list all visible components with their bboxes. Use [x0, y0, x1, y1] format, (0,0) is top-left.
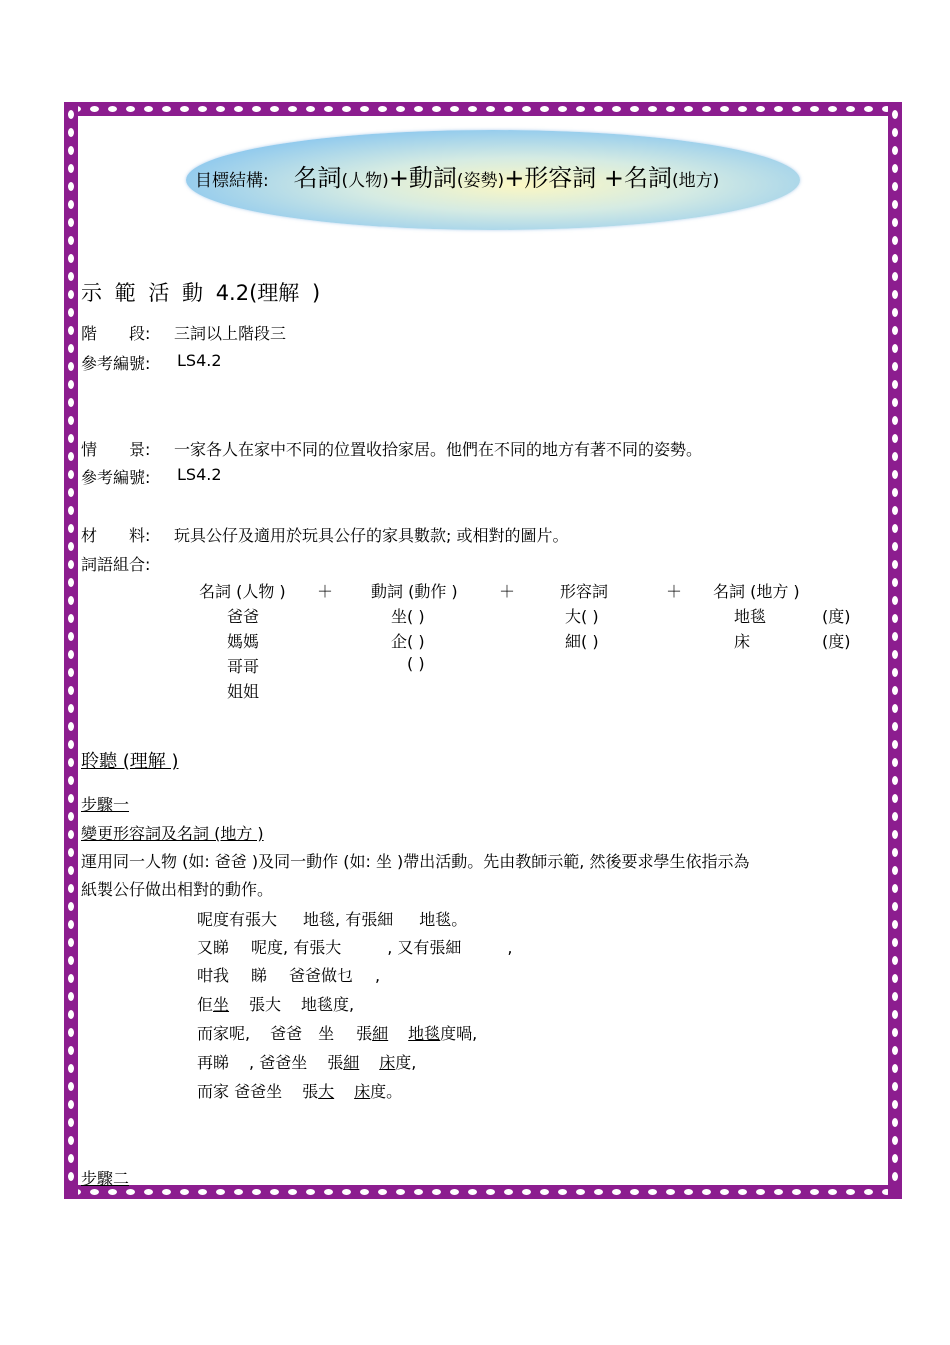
- step1-title: 步驟一: [81, 795, 130, 814]
- border-dot: [666, 106, 675, 112]
- border-dot: [68, 470, 74, 479]
- border-dot: [68, 506, 74, 515]
- border-dot: [892, 776, 898, 785]
- border-dot: [558, 1189, 567, 1195]
- border-dot: [864, 1189, 873, 1195]
- border-dot: [504, 106, 513, 112]
- border-dot: [892, 614, 898, 623]
- border-dot: [68, 416, 74, 425]
- banner-part: (地方): [672, 171, 720, 191]
- border-dot: [68, 920, 74, 929]
- border-dot: [892, 1046, 898, 1055]
- ref-value: LS4.2: [177, 351, 222, 370]
- border-dot: [108, 1189, 117, 1195]
- border-dot: [288, 1189, 297, 1195]
- border-dot: [892, 1064, 898, 1073]
- border-dot: [450, 106, 459, 112]
- border-right: [888, 102, 902, 1199]
- border-dot: [892, 452, 898, 461]
- combo-adjective: 大( ): [565, 607, 599, 626]
- ref-label: 參考編號:: [81, 354, 151, 373]
- step1-description: 運用同一人物 (如: 爸爸 )及同一動作 (如: 坐 )帶出活動。先由教師示範, 然後要求學生依指示為: [81, 852, 750, 871]
- border-dot: [68, 128, 74, 137]
- border-dot: [892, 938, 898, 947]
- border-dot: [216, 1189, 225, 1195]
- border-dot: [90, 1189, 99, 1195]
- border-dot: [68, 1064, 74, 1073]
- border-dot: [892, 884, 898, 893]
- border-dot: [68, 560, 74, 569]
- banner-part: +動詞: [388, 164, 457, 192]
- border-dot: [126, 106, 135, 112]
- border-dot: [576, 106, 585, 112]
- border-dot: [68, 1154, 74, 1163]
- border-dot: [540, 1189, 549, 1195]
- border-dot: [234, 1189, 243, 1195]
- border-dot: [756, 106, 765, 112]
- border-dot: [68, 722, 74, 731]
- scenario-value: 一家各人在家中不同的位置收拾家居。他們在不同的地方有著不同的姿勢。: [174, 440, 703, 459]
- border-dot: [892, 1118, 898, 1127]
- border-dot: [630, 1189, 639, 1195]
- combo-header: 名詞 (地方 ): [713, 582, 800, 601]
- border-dot: [68, 164, 74, 173]
- border-dot: [892, 848, 898, 857]
- border-dot: [892, 704, 898, 713]
- border-dot: [684, 106, 693, 112]
- border-top: [64, 102, 902, 116]
- border-dot: [198, 1189, 207, 1195]
- combo-plus: ＋: [317, 582, 334, 601]
- border-dot: [68, 524, 74, 533]
- border-left: [64, 102, 78, 1199]
- activity-title: 示 範 活 動 4.2(理解 ): [81, 281, 321, 305]
- section-title: 聆聽 (理解 ): [81, 751, 179, 772]
- border-dot: [68, 452, 74, 461]
- border-dot: [252, 1189, 261, 1195]
- border-dot: [342, 106, 351, 112]
- border-dot: [720, 1189, 729, 1195]
- border-dot: [892, 236, 898, 245]
- border-dot: [648, 106, 657, 112]
- border-dot: [450, 1189, 459, 1195]
- border-dot: [630, 106, 639, 112]
- combo-place: 地毯: [734, 607, 767, 626]
- border-dot: [468, 106, 477, 112]
- border-dot: [198, 106, 207, 112]
- border-dot: [414, 106, 423, 112]
- border-dot: [68, 812, 74, 821]
- border-dot: [68, 956, 74, 965]
- border-dot: [892, 974, 898, 983]
- border-dot: [892, 488, 898, 497]
- border-dot: [892, 416, 898, 425]
- border-dot: [144, 1189, 153, 1195]
- border-dot: [234, 106, 243, 112]
- ref-value: LS4.2: [177, 465, 222, 484]
- border-dot: [648, 1189, 657, 1195]
- border-dot: [68, 1136, 74, 1145]
- border-dot: [892, 1172, 898, 1181]
- border-dot: [144, 106, 153, 112]
- border-dot: [162, 106, 171, 112]
- border-dot: [306, 1189, 315, 1195]
- banner-part: (姿勢): [456, 171, 505, 191]
- border-dot: [68, 1028, 74, 1037]
- border-dot: [540, 106, 549, 112]
- script-line: 而家 爸爸坐 張大 床度。: [197, 1082, 403, 1101]
- border-dot: [892, 902, 898, 911]
- border-dot: [892, 272, 898, 281]
- border-dot: [522, 1189, 531, 1195]
- border-dot: [892, 218, 898, 227]
- border-dot: [892, 164, 898, 173]
- border-dot: [892, 434, 898, 443]
- border-dot: [126, 1189, 135, 1195]
- border-dot: [68, 308, 74, 317]
- border-dot: [594, 106, 603, 112]
- combo-person: 哥哥: [227, 657, 260, 676]
- border-dot: [892, 866, 898, 875]
- border-dot: [270, 106, 279, 112]
- border-dot: [68, 704, 74, 713]
- step1-subtitle: 變更形容詞及名詞 (地方 ): [81, 824, 264, 843]
- border-dot: [324, 106, 333, 112]
- border-dot: [68, 830, 74, 839]
- combo-person: 姐姐: [227, 682, 260, 701]
- border-dot: [378, 1189, 387, 1195]
- border-dot: [68, 182, 74, 191]
- border-dot: [68, 866, 74, 875]
- border-dot: [68, 200, 74, 209]
- border-dot: [162, 1189, 171, 1195]
- script-line: 咁我 睇 爸爸做乜 ,: [197, 966, 381, 985]
- border-dot: [792, 1189, 801, 1195]
- border-dot: [720, 106, 729, 112]
- scenario-label: 情 景:: [81, 440, 151, 459]
- border-dot: [68, 1082, 74, 1091]
- border-dot: [68, 740, 74, 749]
- border-dot: [892, 1010, 898, 1019]
- border-dot: [68, 434, 74, 443]
- border-dot: [892, 128, 898, 137]
- border-dot: [892, 398, 898, 407]
- border-dot: [68, 218, 74, 227]
- border-dot: [68, 938, 74, 947]
- border-dot: [68, 1118, 74, 1127]
- combo-place-suffix: (度): [822, 632, 851, 651]
- banner-part: 名詞: [293, 164, 342, 192]
- border-dot: [68, 1010, 74, 1019]
- border-dot: [892, 1082, 898, 1091]
- border-dot: [892, 722, 898, 731]
- border-dot: [68, 776, 74, 785]
- border-dot: [68, 344, 74, 353]
- border-bottom: [64, 1185, 902, 1199]
- combo-place: 床: [734, 632, 751, 651]
- border-dot: [892, 308, 898, 317]
- border-dot: [68, 632, 74, 641]
- combo-place-suffix: (度): [822, 607, 851, 626]
- border-dot: [68, 290, 74, 299]
- border-dot: [892, 1154, 898, 1163]
- border-dot: [594, 1189, 603, 1195]
- materials-value: 玩具公仔及適用於玩具公仔的家具數款; 或相對的圖片。: [174, 526, 569, 545]
- border-dot: [576, 1189, 585, 1195]
- border-dot: [504, 1189, 513, 1195]
- border-dot: [774, 106, 783, 112]
- border-dot: [68, 542, 74, 551]
- combo-adjective: 細( ): [565, 632, 599, 651]
- border-dot: [68, 848, 74, 857]
- border-dot: [892, 758, 898, 767]
- border-dot: [702, 1189, 711, 1195]
- border-dot: [892, 686, 898, 695]
- border-dot: [216, 106, 225, 112]
- border-dot: [892, 992, 898, 1001]
- border-dot: [892, 470, 898, 479]
- border-dot: [892, 506, 898, 515]
- border-dot: [558, 106, 567, 112]
- border-dot: [486, 1189, 495, 1195]
- border-dot: [892, 920, 898, 929]
- border-dot: [68, 380, 74, 389]
- combo-plus: ＋: [666, 582, 683, 601]
- border-dot: [68, 902, 74, 911]
- border-dot: [864, 106, 873, 112]
- border-dot: [324, 1189, 333, 1195]
- border-dot: [68, 974, 74, 983]
- banner-part: +形容詞 +名詞: [504, 164, 673, 192]
- border-dot: [68, 1100, 74, 1109]
- border-dot: [468, 1189, 477, 1195]
- step2-title: 步驟二: [81, 1169, 130, 1188]
- border-dot: [892, 560, 898, 569]
- border-dot: [738, 106, 747, 112]
- border-dot: [892, 740, 898, 749]
- script-line: 佢坐 張大 地毯度,: [197, 995, 355, 1014]
- border-dot: [270, 1189, 279, 1195]
- border-dot: [892, 1136, 898, 1145]
- ref-label: 參考編號:: [81, 468, 151, 487]
- border-dot: [892, 362, 898, 371]
- combo-person: 媽媽: [227, 632, 260, 651]
- script-line: 呢度有張大 地毯, 有張細 地毯。: [197, 910, 468, 929]
- border-dot: [892, 650, 898, 659]
- border-dot: [90, 106, 99, 112]
- border-dot: [68, 236, 74, 245]
- border-dot: [522, 106, 531, 112]
- border-dot: [378, 106, 387, 112]
- border-dot: [68, 992, 74, 1001]
- border-dot: [612, 106, 621, 112]
- border-dot: [396, 1189, 405, 1195]
- border-dot: [68, 1046, 74, 1055]
- border-dot: [68, 362, 74, 371]
- border-dot: [892, 200, 898, 209]
- border-dot: [360, 1189, 369, 1195]
- border-dot: [892, 1028, 898, 1037]
- border-dot: [252, 106, 261, 112]
- border-dot: [792, 106, 801, 112]
- border-dot: [68, 110, 74, 119]
- script-line: 而家呢, 爸爸 坐 張細 地毯度喎,: [197, 1024, 478, 1043]
- border-dot: [892, 632, 898, 641]
- border-dot: [774, 1189, 783, 1195]
- combo-plus: ＋: [499, 582, 516, 601]
- border-dot: [68, 884, 74, 893]
- border-dot: [892, 668, 898, 677]
- border-dot: [306, 106, 315, 112]
- border-dot: [68, 668, 74, 677]
- border-dot: [892, 524, 898, 533]
- border-dot: [810, 1189, 819, 1195]
- stage-value: 三詞以上階段三: [174, 324, 287, 343]
- target-structure-text: [195, 158, 719, 193]
- step1-description: 紙製公仔做出相對的動作。: [81, 880, 274, 899]
- border-dot: [432, 1189, 441, 1195]
- border-dot: [68, 1172, 74, 1181]
- border-dot: [892, 254, 898, 263]
- border-dot: [892, 596, 898, 605]
- border-dot: [892, 146, 898, 155]
- border-dot: [892, 794, 898, 803]
- border-dot: [612, 1189, 621, 1195]
- border-dot: [360, 106, 369, 112]
- border-dot: [68, 794, 74, 803]
- border-dot: [342, 1189, 351, 1195]
- border-dot: [68, 398, 74, 407]
- border-dot: [432, 106, 441, 112]
- border-dot: [892, 290, 898, 299]
- border-dot: [828, 106, 837, 112]
- banner-label: 目標結構:: [195, 171, 269, 191]
- border-dot: [892, 326, 898, 335]
- page-border: [64, 102, 902, 1199]
- materials-label: 材 料:: [81, 526, 151, 545]
- border-dot: [108, 106, 117, 112]
- border-dot: [892, 380, 898, 389]
- border-dot: [68, 146, 74, 155]
- border-dot: [68, 596, 74, 605]
- stage-label: 階 段:: [81, 324, 151, 343]
- border-dot: [68, 758, 74, 767]
- border-dot: [666, 1189, 675, 1195]
- border-dot: [846, 1189, 855, 1195]
- border-dot: [702, 106, 711, 112]
- border-dot: [414, 1189, 423, 1195]
- border-dot: [68, 686, 74, 695]
- border-dot: [180, 1189, 189, 1195]
- border-dot: [892, 110, 898, 119]
- border-dot: [756, 1189, 765, 1195]
- border-dot: [180, 106, 189, 112]
- border-dot: [892, 578, 898, 587]
- border-dot: [892, 956, 898, 965]
- border-dot: [828, 1189, 837, 1195]
- border-dot: [68, 614, 74, 623]
- border-dot: [684, 1189, 693, 1195]
- border-dot: [846, 106, 855, 112]
- combo-verb: 企( ): [391, 632, 425, 651]
- border-dot: [892, 1100, 898, 1109]
- border-dot: [396, 106, 405, 112]
- banner-part: (人物): [341, 171, 389, 191]
- border-dot: [288, 106, 297, 112]
- border-dot: [68, 650, 74, 659]
- border-dot: [892, 182, 898, 191]
- combo-verb: 坐( ): [391, 607, 425, 626]
- border-dot: [68, 578, 74, 587]
- script-line: 再睇 , 爸爸坐 張細 床度,: [197, 1053, 417, 1072]
- script-line: 又睇 呢度, 有張大 , 又有張細 ,: [197, 938, 513, 957]
- border-dot: [892, 812, 898, 821]
- combo-header: 名詞 (人物 ): [199, 582, 286, 601]
- border-dot: [68, 272, 74, 281]
- border-dot: [738, 1189, 747, 1195]
- combo-header: 動詞 (動作 ): [371, 582, 458, 601]
- combo-verb: ( ): [407, 654, 425, 673]
- border-dot: [68, 326, 74, 335]
- border-dot: [892, 344, 898, 353]
- border-dot: [68, 254, 74, 263]
- border-dot: [892, 542, 898, 551]
- combo-person: 爸爸: [227, 607, 260, 626]
- border-dot: [68, 488, 74, 497]
- combo-header: 形容詞: [560, 582, 609, 601]
- border-dot: [810, 106, 819, 112]
- border-dot: [486, 106, 495, 112]
- word-combo-label: 詞語組合:: [81, 555, 151, 574]
- border-dot: [892, 830, 898, 839]
